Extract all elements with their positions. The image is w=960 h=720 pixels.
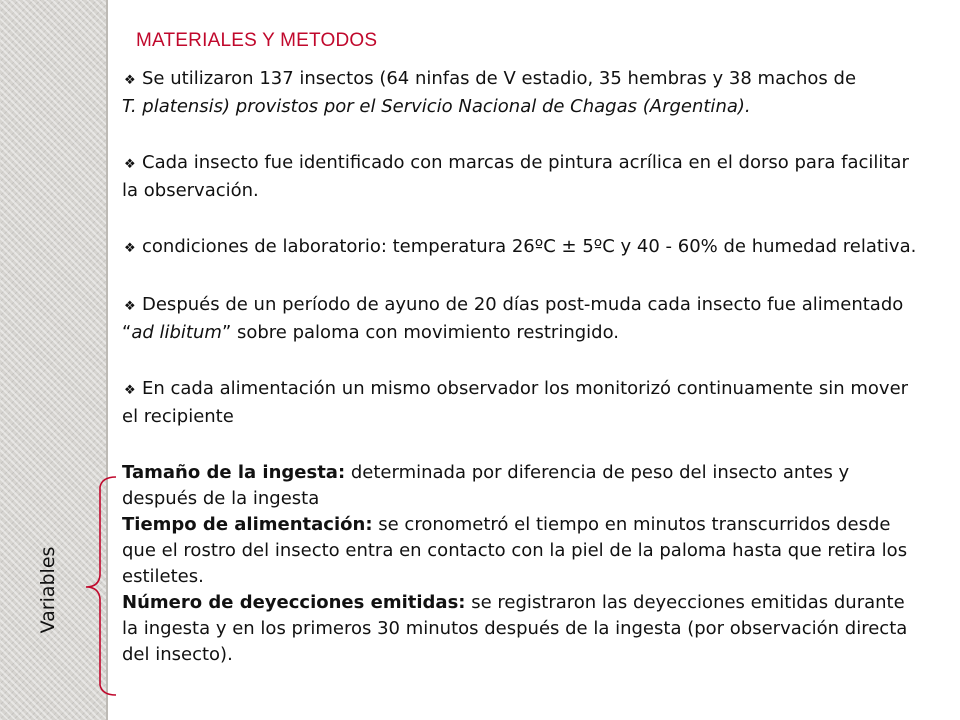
bullet-1-line1: Se utilizaron 137 insectos (64 ninfas de V estadio, 35 hembras y 38 machos de [142,68,857,89]
variables-bracket [84,475,118,697]
bullet-4-text-before: Después de un período de ayuno de 20 días post-muda cada insecto fue alimentado “ [122,294,904,343]
diamond-bullet-icon: ❖ [124,299,136,314]
variable-item-1 [122,460,922,512]
variable-1-text: determinada por diferencia de peso del insecto antes y después de la ingesta [122,462,850,509]
variable-2-label: Tiempo de alimentación: [122,514,373,535]
bullet-item-5 [122,376,922,430]
bullet-5-text: En cada alimentación un mismo observador los monitorizó continuamente sin mover el recipiente [122,378,909,427]
bullet-item-1 [122,66,922,120]
variables-label: Variables [37,546,59,634]
variable-item-3 [122,590,922,668]
bullet-4-text-after: ” sobre paloma con movimiento restringido. [221,322,620,343]
bullet-3-text: condiciones de laboratorio: temperatura 26ºC ± 5ºC y 40 - 60% de humedad relativa. [142,236,917,257]
bullet-1-line2: T. platensis) provistos por el Servicio Nacional de Chagas (Argentina). [122,96,751,117]
variable-2-text: se cronometró el tiempo en minutos transcurridos desde que el rostro del insecto entra en contacto con la piel de la paloma hasta que retira los estiletes. [122,514,908,587]
diamond-bullet-icon: ❖ [124,241,136,256]
slide-title: MATERIALES Y METODOS [136,30,378,51]
variable-item-2 [122,512,922,590]
bullet-item-4 [122,292,922,346]
diamond-bullet-icon: ❖ [124,157,136,172]
bullet-2-text: Cada insecto fue identificado con marcas de pintura acrílica en el dorso para facilitar la observación. [122,152,909,201]
variable-3-text: se registraron las deyecciones emitidas durante la ingesta y en los primeros 30 minutos después de la ingesta (por observación directa del insecto). [122,592,908,665]
bullet-item-3 [122,234,922,262]
variable-3-label: Número de deyecciones emitidas: [122,592,466,613]
variable-1-label: Tamaño de la ingesta: [122,462,346,483]
diamond-bullet-icon: ❖ [124,383,136,398]
bullet-4-italic: ad libitum [131,322,222,343]
slide-content [122,66,922,668]
diamond-bullet-icon: ❖ [124,73,136,88]
bullet-item-2 [122,150,922,204]
